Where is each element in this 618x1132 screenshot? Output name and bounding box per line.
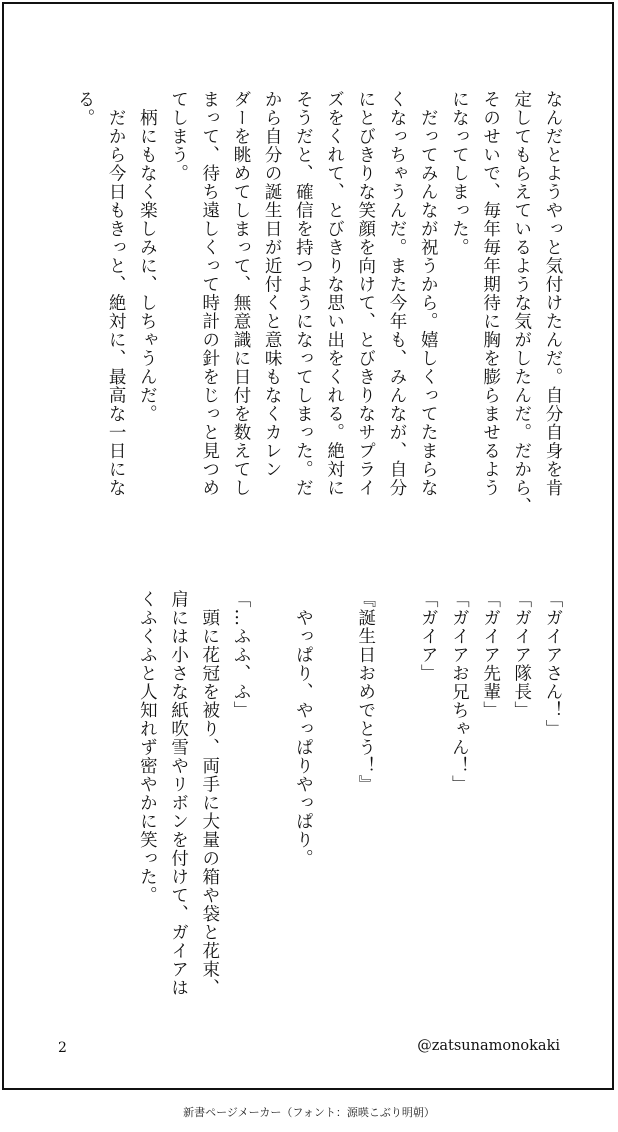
- upper-text-block: なんだとようやっと気付けたんだ。自分自身を肯 定してもらえているような気がしたんだ。だから、 そのせいで、毎年毎年期待に胸を膨らませるよう になってしまった。 だってみんなが祝うから。嬉しくってたまらな くなっちゃうんだ。また今年も、みんなが、自分 にとびきりな笑顔を向けて、とびきりなサプライ ズをくれて、とびきりな思い出をくれる。絶対に そうだと、確信を持つようになってしまった。だ から自分の誕生日が近付くと意味もなくカレン ダーを眺めてしまって、無意識に日付を数えてし まって、待ち遠しくって時計の針をじっと見つめ てしまう。 柄にもなく楽しみに、しちゃうんだ。 だから今日もきっと、絶対に、最高な一日にな る。: [74, 90, 563, 516]
- page-number: 2: [58, 1040, 67, 1056]
- book-page: [2, 2, 614, 1090]
- footer-caption: 新書ページメーカー（フォント：源暎こぶり明朝）: [183, 1106, 435, 1119]
- lower-text-block: 「ガイアさん！」 「ガイア隊長」 「ガイア先輩」 「ガイアお兄ちゃん！」 「ガイア」 『誕生日おめでとう！』 やっぱり、やっぱりやっぱり。 「…ふふ、ふ」 頭に花冠を被り、両手に大量の箱や袋と花束、 肩には小さな紙吹雪やリボンを付けて、ガイアは くふくふと人知れず密やかに笑った。: [137, 590, 563, 997]
- author-handle: @zatsunamonokaki: [417, 1038, 560, 1054]
